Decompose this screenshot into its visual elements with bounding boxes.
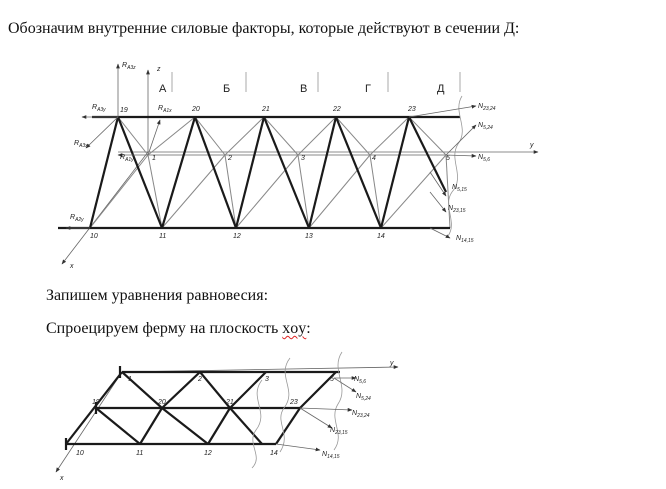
proj-node-21: 21 (226, 399, 234, 406)
y-axis-label: y (530, 142, 534, 149)
section-markers (159, 72, 460, 95)
proj-node-3: 3 (265, 376, 269, 383)
node-22: 22 (333, 106, 341, 113)
proj-node-23: 23 (290, 399, 298, 406)
break-line-1 (252, 380, 262, 468)
equations-text: Запишем уравнения равновесия: (46, 287, 269, 304)
label-ra3y: $R_{A3y}$ (92, 104, 106, 113)
section-label-v: В (300, 83, 308, 95)
node-1: 1 (152, 155, 156, 162)
heading-text: Обозначим внутренние силовые факторы, которые действуют в сечении Д: (8, 20, 520, 37)
label-ra1x: $R_{A1x}$ (158, 105, 172, 114)
proj-label-n1415: $N_{14,15}$ (322, 451, 340, 460)
node-14: 14 (377, 233, 385, 240)
label-ra3z: $R_{A3z}$ (122, 62, 136, 71)
proj-node-2: 2 (198, 376, 202, 383)
label-ra1y: $R_{A1y}$ (120, 154, 134, 163)
projection-force-labels (322, 376, 371, 460)
proj-label-n524: $N_{5,24}$ (356, 393, 371, 402)
node-3: 3 (301, 155, 305, 162)
projection-members (66, 372, 340, 444)
proj-node-19: 19 (92, 399, 100, 406)
proj-node-5: 5 (330, 376, 334, 383)
label-ra2y: $R_{A2y}$ (70, 214, 84, 223)
proj-node-1: 1 (128, 376, 132, 383)
proj-label-n2324: $N_{23,24}$ (352, 410, 370, 419)
node-4: 4 (372, 155, 376, 162)
label-n2315: $N_{23,15}$ (448, 205, 466, 214)
projection-text-prefix: Спроецируем ферму на плоскость (46, 320, 283, 337)
section-label-d: Д (437, 83, 445, 95)
node-11: 11 (159, 233, 167, 240)
proj-node-10: 10 (76, 450, 84, 457)
label-n2324: $N_{23,24}$ (478, 103, 496, 112)
label-n56: $N_{5,6}$ (478, 154, 491, 163)
node-13: 13 (305, 233, 313, 240)
node-21: 21 (262, 106, 270, 113)
projection-text-suffix: : (306, 320, 311, 337)
label-ra3x: $R_{A3x}$ (74, 140, 88, 149)
proj-node-14: 14 (270, 450, 278, 457)
proj-x-axis-label: x (60, 475, 64, 482)
node-23: 23 (408, 106, 416, 113)
truss-projection-diagram (56, 352, 398, 482)
section-label-a: А (159, 83, 167, 95)
label-n1415: $N_{14,15}$ (456, 235, 474, 244)
node-2: 2 (228, 155, 232, 162)
section-label-b: Б (223, 83, 231, 95)
section-label-g: Г (365, 83, 371, 95)
proj-label-n2315: $N_{23,15}$ (330, 427, 348, 436)
node-19: 19 (120, 107, 128, 114)
proj-node-11: 11 (136, 450, 144, 457)
node-20: 20 (192, 106, 200, 113)
x-axis-label: x (70, 263, 74, 270)
proj-node-12: 12 (204, 450, 212, 457)
label-n515: $N_{5,15}$ (452, 184, 467, 193)
front-members (58, 117, 460, 228)
truss-3d-diagram (58, 62, 538, 270)
force-arrows (409, 106, 476, 238)
node-10: 10 (90, 233, 98, 240)
proj-node-20: 20 (158, 399, 166, 406)
proj-y-axis-label: y (390, 360, 394, 367)
node-12: 12 (233, 233, 241, 240)
proj-label-n56: $N_{5,6}$ (354, 376, 367, 385)
projection-plane-word: xoy (282, 320, 307, 337)
force-labels (448, 103, 496, 244)
z-axis-label: z (157, 66, 161, 73)
label-n524: $N_{5,24}$ (478, 122, 493, 131)
node-5: 5 (446, 155, 450, 162)
